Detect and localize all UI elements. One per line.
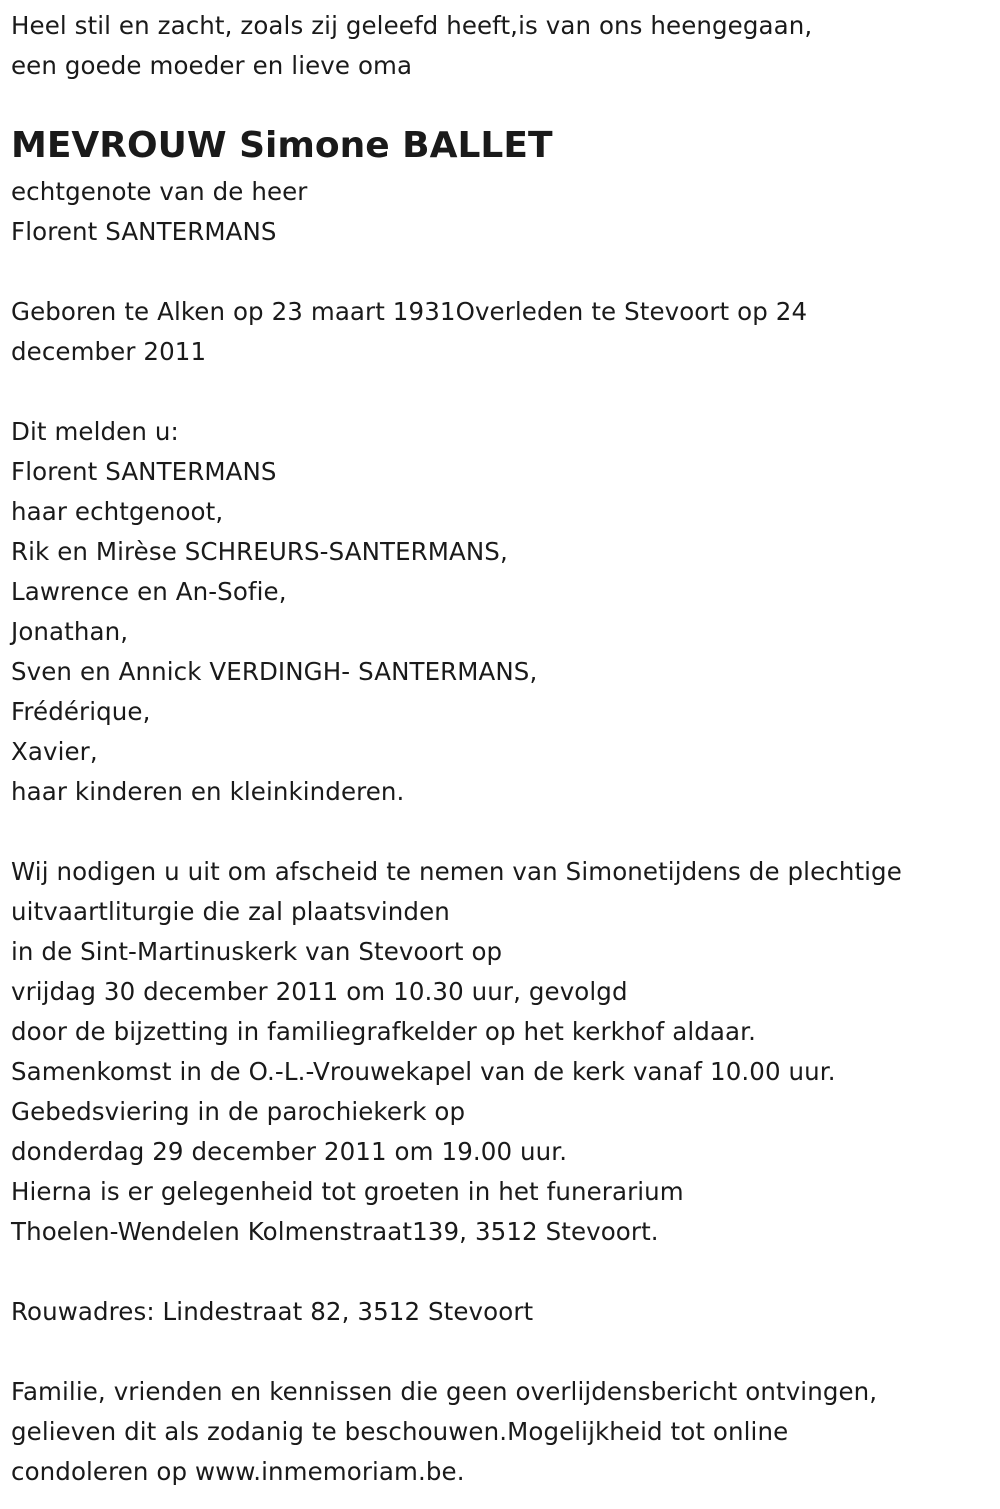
- closing-line: Familie, vrienden en kennissen die geen overlijdensbericht ontvingen,: [11, 1377, 878, 1406]
- ceremony-line: in de Sint-Martinuskerk van Stevoort op: [11, 937, 503, 966]
- deceased-name: MEVROUW Simone BALLET: [11, 125, 553, 166]
- ceremony-line: Samenkomst in de O.-L.-Vrouwekapel van de kerk vanaf 10.00 uur.: [11, 1057, 836, 1086]
- spacer: [11, 1332, 991, 1372]
- announcer-line: Dit melden u:: [11, 417, 179, 446]
- spouse-block: [11, 172, 991, 252]
- ceremony-line: door de bijzetting in familiegrafkelder op het kerkhof aldaar.: [11, 1017, 756, 1046]
- spacer: [11, 1252, 991, 1292]
- address-block: [11, 1292, 991, 1332]
- spouse-line: echtgenote van de heer: [11, 177, 308, 206]
- spacer: [11, 812, 991, 852]
- intro-block: [11, 6, 991, 86]
- ceremony-line: Thoelen-Wendelen Kolmenstraat139, 3512 Stevoort.: [11, 1217, 659, 1246]
- spouse-line: Florent SANTERMANS: [11, 217, 277, 246]
- birth-death-line: december 2011: [11, 337, 207, 366]
- announcer-line: Frédérique,: [11, 697, 151, 726]
- ceremony-line: Gebedsviering in de parochiekerk op: [11, 1097, 466, 1126]
- announcer-line: Rik en Mirèse SCHREURS-SANTERMANS,: [11, 537, 508, 566]
- birth-death-block: [11, 292, 991, 372]
- ceremony-line: uitvaartliturgie die zal plaatsvinden: [11, 897, 450, 926]
- birth-death-line: Geboren te Alken op 23 maart 1931Overleden te Stevoort op 24: [11, 297, 808, 326]
- announcer-line: Jonathan,: [11, 617, 129, 646]
- announcer-line: Lawrence en An-Sofie,: [11, 577, 287, 606]
- death-notice: [11, 6, 991, 1492]
- ceremony-line: Hierna is er gelegenheid tot groeten in het funerarium: [11, 1177, 684, 1206]
- announcer-line: haar echtgenoot,: [11, 497, 224, 526]
- ceremony-line: vrijdag 30 december 2011 om 10.30 uur, gevolgd: [11, 977, 628, 1006]
- ceremony-block: [11, 852, 991, 1252]
- ceremony-line: donderdag 29 december 2011 om 19.00 uur.: [11, 1137, 568, 1166]
- mourning-address: Rouwadres: Lindestraat 82, 3512 Stevoort: [11, 1297, 534, 1326]
- intro-line: Heel stil en zacht, zoals zij geleefd heeft,is van ons heengegaan,: [11, 11, 813, 40]
- announcer-line: Florent SANTERMANS: [11, 457, 277, 486]
- spacer: [11, 252, 991, 292]
- announcer-line: haar kinderen en kleinkinderen.: [11, 777, 405, 806]
- closing-line: gelieven dit als zodanig te beschouwen.Mogelijkheid tot online: [11, 1417, 789, 1446]
- announcer-line: Xavier,: [11, 737, 98, 766]
- announcers-block: [11, 412, 991, 812]
- closing-line: condoleren op www.inmemoriam.be.: [11, 1457, 465, 1486]
- spacer: [11, 372, 991, 412]
- intro-line: een goede moeder en lieve oma: [11, 51, 413, 80]
- closing-block: [11, 1372, 991, 1492]
- announcer-line: Sven en Annick VERDINGH- SANTERMANS,: [11, 657, 538, 686]
- ceremony-line: Wij nodigen u uit om afscheid te nemen van Simonetijdens de plechtige: [11, 857, 902, 886]
